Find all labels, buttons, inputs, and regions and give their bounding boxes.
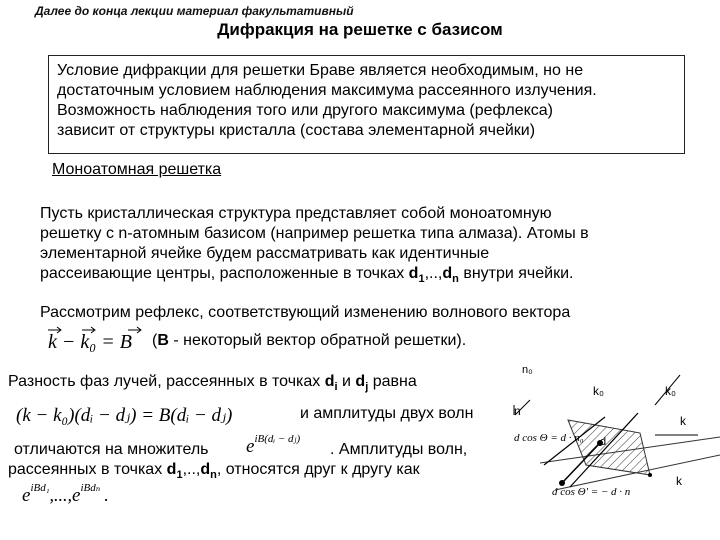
para-line: Пусть кристаллическая структура представляет собой моноатомную (40, 205, 552, 222)
final-formula: $e^{iBd_1},...,e^{iBd_n}$ . (22, 482, 109, 506)
hatched-region (568, 420, 650, 475)
n-label: n (514, 404, 521, 418)
atom-dot (648, 473, 652, 477)
k0-right-label: k₀ (665, 384, 676, 398)
para-line: решетку с n-атомным базисом (например решетка типа алмаза). Атомы в (40, 225, 589, 242)
phase-equation: (k − k₀)(dᵢ − dⱼ) = B(dᵢ − dⱼ) (16, 405, 233, 426)
amplitudes-text-2: . Амплитуды волн, (330, 441, 468, 458)
k-top-label: k (680, 414, 686, 428)
k-bottom-label: k (676, 474, 682, 488)
phase-formula (14, 396, 299, 430)
b-definition: (B - некоторый вектор обратной решетки). (152, 332, 467, 349)
scattered-text: рассеянных в точках $d_1,..,d_n$, относятся друг к другу как (8, 461, 420, 482)
k0-left-label: k₀ (593, 384, 604, 398)
para-line: элементарной ячейке будем рассматривать как идентичные (40, 245, 490, 262)
k-minus-k0-eq-B: k − k₀ = B (48, 331, 132, 353)
d1-label: $d_1$ (408, 265, 425, 286)
diffraction-diagram (500, 355, 720, 540)
cos-theta-eq: d cos Θ = d · n₀ (514, 432, 584, 444)
dj-label: $d_j$ (355, 373, 369, 394)
di-label: $d_i$ (324, 373, 338, 394)
box-line: зависит от структуры кристалла (состава элементарной ячейки) (57, 122, 536, 139)
basis-paragraph (40, 204, 680, 289)
b-label: B (157, 332, 169, 349)
para-text: внутри ячейки. (458, 265, 574, 282)
n0-label: n₀ (522, 364, 533, 376)
box-line: достаточным условием наблюдения максимума рассеянного излучения. (57, 82, 597, 99)
phase-difference-text: Разность фаз лучей, рассеянных в точках $d_i$ и $d_j$ равна (8, 373, 417, 394)
reflex-paragraph (40, 303, 680, 323)
exp-factor: $e^{iB(dᵢ - dⱼ)}$ (246, 433, 301, 457)
dn-label: $d_n$ (200, 461, 217, 482)
para-line: рассеивающие центры, расположенные в точках $d_1,..,d_n$ внутри ячейки. (40, 265, 574, 286)
box-line: Условие дифракции для решетки Браве является необходимым, но не (57, 62, 584, 79)
wavevector-formula (44, 322, 154, 356)
bravais-condition-box (48, 55, 685, 154)
monoatomic-lattice-heading: Моноатомная решетка (52, 161, 222, 178)
para-text: рассеивающие центры, расположенные в точках (40, 265, 409, 282)
cos-theta-prime-eq: d cos Θ' = − d · n (552, 486, 631, 498)
d-label: d (600, 436, 607, 448)
dn-label: $d_n$ (442, 265, 459, 286)
page-title: Дифракция на решетке с базисом (217, 20, 503, 39)
d1-label: $d_1$ (166, 461, 183, 482)
optional-material-note: Далее до конца лекции материал факультативный (35, 4, 354, 18)
amplitudes-text: и амплитуды двух волн (300, 405, 474, 422)
reflex-text: Рассмотрим рефлекс, соответствующий изменению волнового вектора (40, 304, 571, 321)
factor-text: отличаются на множитель (14, 441, 209, 458)
box-line: Возможность наблюдения того или другого максимума (рефлекса) (57, 102, 554, 119)
